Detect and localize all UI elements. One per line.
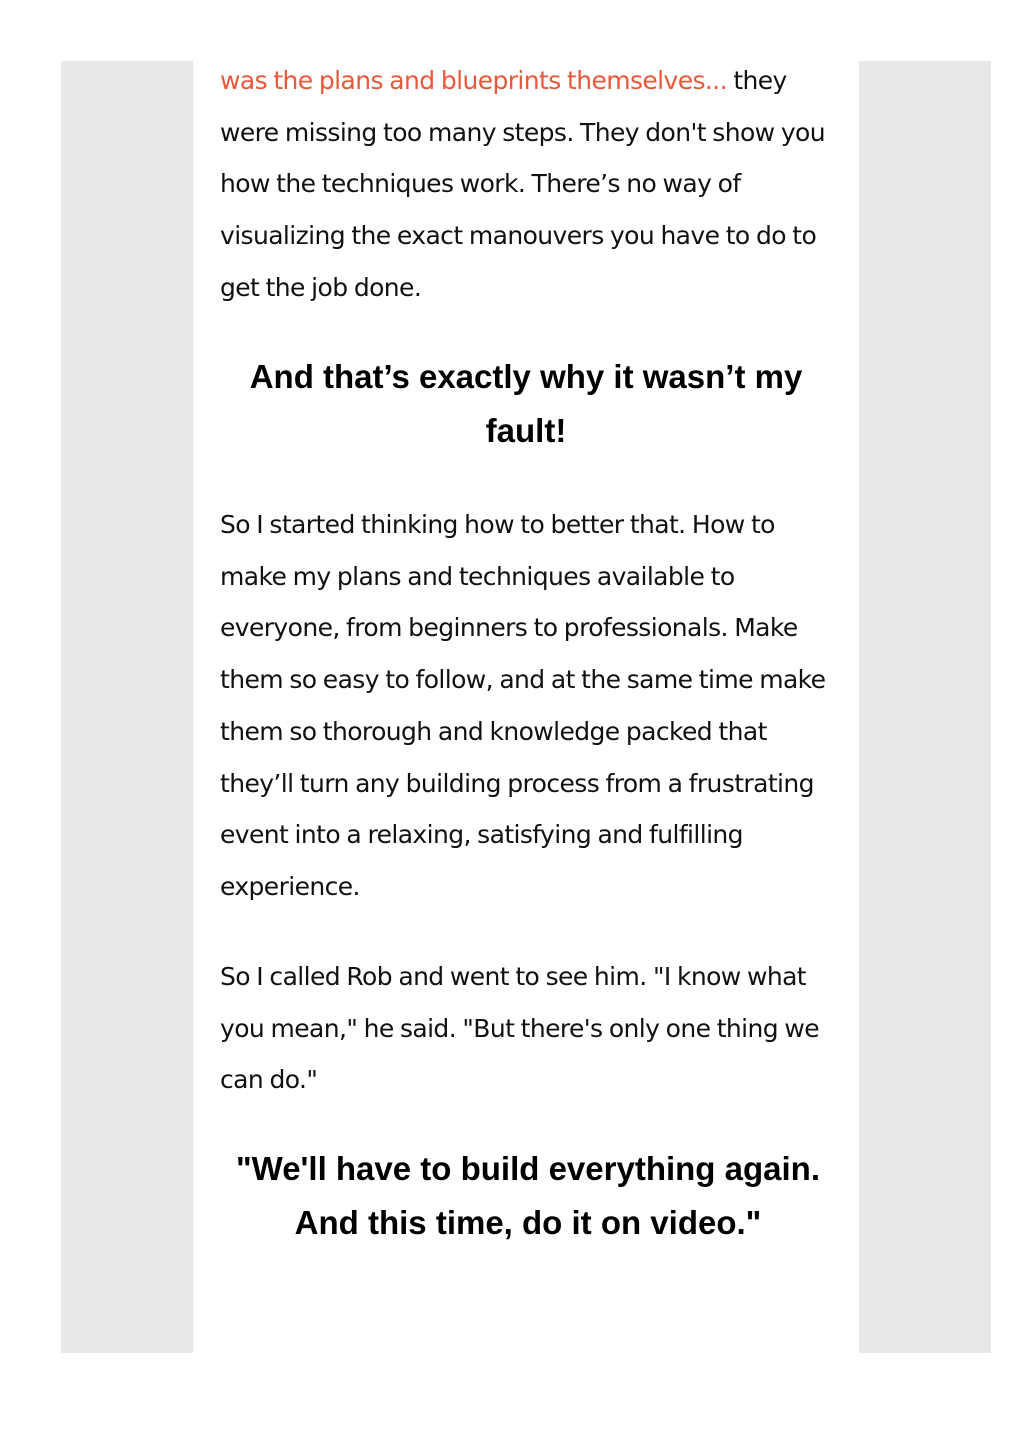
- paragraph-text: they were missing too many steps. They don't show you how the techniques work. There’s no way of visualizing the exact manouvers you have to do to get the job done.: [220, 66, 825, 302]
- article-content: [193, 55, 859, 1353]
- left-gutter: [61, 61, 193, 1353]
- right-gutter: [859, 61, 991, 1353]
- paragraph-started-thinking: So I started thinking how to better that. How to make my plans and techniques available to everyone, from beginners to professionals. Make them so easy to follow, and at the same time make them so thorough and knowledge packed that they’ll turn any building process from a frustrating event into a relaxing, satisfying and fulfilling experience.: [220, 510, 826, 901]
- headline-build-on-video: "We'll have to build everything again. And this time, do it on video.": [236, 1150, 820, 1241]
- headline-not-my-fault: And that’s exactly why it wasn’t my fault!: [249, 358, 803, 449]
- highlighted-text: was the plans and blueprints themselves...: [220, 66, 727, 95]
- paragraph-blueprints: [220, 55, 832, 314]
- paragraph-called-rob: So I called Rob and went to see him. "I know what you mean," he said. "But there's only one thing we can do.": [220, 962, 820, 1095]
